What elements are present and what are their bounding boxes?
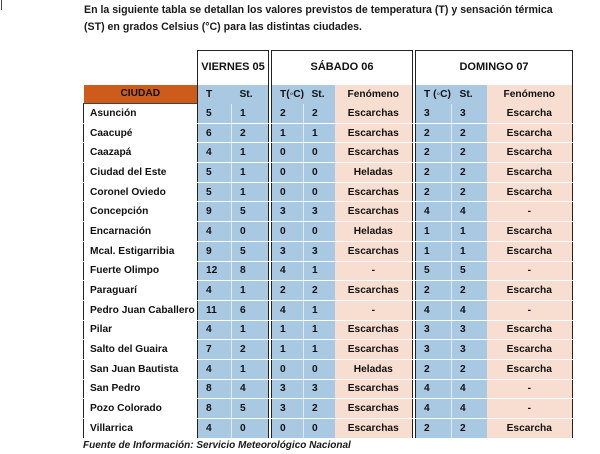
cell-sabado-st: 0 xyxy=(304,222,335,242)
cell-domingo-fenomeno: - xyxy=(487,300,573,320)
cell-viernes-st: 5 xyxy=(232,202,269,222)
table-row xyxy=(84,241,573,261)
table-row xyxy=(84,261,573,281)
cell-domingo-fenomeno: Escarcha xyxy=(487,104,573,124)
cell-sabado-st: 1 xyxy=(304,320,335,340)
cell-domingo-fenomeno: - xyxy=(487,202,573,222)
cell-viernes-t: 4 xyxy=(198,320,232,340)
cell-viernes-st: 1 xyxy=(232,359,269,379)
cell-viernes-t: 9 xyxy=(198,202,232,222)
cell-domingo-t: 2 xyxy=(416,123,452,143)
cell-sabado-st: 1 xyxy=(304,300,335,320)
header-domingo-t: T (◦C) xyxy=(416,85,452,104)
cell-domingo-fenomeno: Escarcha xyxy=(487,340,573,360)
cell-domingo-st: 2 xyxy=(452,143,487,163)
cell-city: Mcal. Estigarribia xyxy=(84,241,198,261)
cell-domingo-fenomeno: Escarcha xyxy=(487,123,573,143)
intro-text xyxy=(84,2,584,36)
cell-viernes-t: 4 xyxy=(198,359,232,379)
cell-sabado-t: 1 xyxy=(272,123,304,143)
cell-sabado-st: 2 xyxy=(304,104,335,124)
cell-city: Salto del Guaira xyxy=(84,340,198,360)
intro-line-2: (ST) en grados Celsius (°C) para las distintas ciudades. xyxy=(84,21,362,33)
cell-domingo-st: 2 xyxy=(452,419,487,439)
cell-viernes-st: 1 xyxy=(232,143,269,163)
cell-sabado-fenomeno: Escarchas xyxy=(335,419,413,439)
cell-viernes-t: 7 xyxy=(198,340,232,360)
cell-domingo-st: 2 xyxy=(452,281,487,301)
cell-city: Encarnación xyxy=(84,222,198,242)
cell-domingo-fenomeno: - xyxy=(487,379,573,399)
cell-domingo-t: 4 xyxy=(416,399,452,419)
column-header-row xyxy=(84,85,573,104)
cell-sabado-t: 0 xyxy=(272,163,304,183)
header-ciudad: CIUDAD xyxy=(84,85,198,104)
table-row xyxy=(84,359,573,379)
cell-viernes-st: 1 xyxy=(232,182,269,202)
cell-sabado-t: 1 xyxy=(272,320,304,340)
table-row xyxy=(84,399,573,419)
cell-sabado-fenomeno: Escarchas xyxy=(335,379,413,399)
header-sabado-st: St. xyxy=(304,85,335,104)
cell-domingo-fenomeno: Escarcha xyxy=(487,241,573,261)
cell-domingo-fenomeno: Escarcha xyxy=(487,419,573,439)
cell-sabado-st: 2 xyxy=(304,281,335,301)
cell-domingo-t: 2 xyxy=(416,359,452,379)
cell-city: Pedro Juan Caballero xyxy=(84,300,198,320)
cell-domingo-fenomeno: Escarcha xyxy=(487,163,573,183)
cell-domingo-t: 4 xyxy=(416,379,452,399)
day-header-row xyxy=(84,51,573,85)
table-row xyxy=(84,320,573,340)
cell-domingo-fenomeno: Escarcha xyxy=(487,320,573,340)
header-domingo-fenomeno: Fenómeno xyxy=(487,85,573,104)
header-sabado-fenomeno: Fenómeno xyxy=(335,85,413,104)
cell-sabado-t: 0 xyxy=(272,182,304,202)
cell-sabado-fenomeno: Escarchas xyxy=(335,104,413,124)
cell-viernes-st: 1 xyxy=(232,281,269,301)
cell-viernes-t: 4 xyxy=(198,281,232,301)
header-viernes-st: St. xyxy=(232,85,269,104)
cell-domingo-t: 3 xyxy=(416,104,452,124)
cell-domingo-st: 5 xyxy=(452,261,487,281)
header-sabado-t: T(◦C) xyxy=(272,85,304,104)
cell-sabado-t: 3 xyxy=(272,399,304,419)
cell-viernes-st: 2 xyxy=(232,123,269,143)
table-row xyxy=(84,281,573,301)
cell-domingo-t: 5 xyxy=(416,261,452,281)
cell-domingo-st: 3 xyxy=(452,320,487,340)
cell-sabado-fenomeno: Escarchas xyxy=(335,241,413,261)
cell-domingo-t: 2 xyxy=(416,163,452,183)
cell-sabado-t: 0 xyxy=(272,143,304,163)
day-domingo: DOMINGO 07 xyxy=(416,51,573,85)
cell-sabado-fenomeno: Escarchas xyxy=(335,340,413,360)
cell-viernes-st: 5 xyxy=(232,241,269,261)
cell-domingo-st: 2 xyxy=(452,123,487,143)
cell-sabado-st: 2 xyxy=(304,399,335,419)
cell-domingo-st: 4 xyxy=(452,202,487,222)
intro-line-1: En la siguiente tabla se detallan los valores previstos de temperatura (T) y sensación térmica xyxy=(84,4,553,16)
cell-viernes-st: 6 xyxy=(232,300,269,320)
cell-domingo-st: 2 xyxy=(452,163,487,183)
cell-sabado-t: 0 xyxy=(272,222,304,242)
cell-viernes-t: 9 xyxy=(198,241,232,261)
cell-viernes-st: 0 xyxy=(232,419,269,439)
cell-sabado-st: 1 xyxy=(304,340,335,360)
cell-domingo-t: 3 xyxy=(416,320,452,340)
cell-domingo-fenomeno: Escarcha xyxy=(487,182,573,202)
cell-sabado-t: 3 xyxy=(272,202,304,222)
cell-viernes-st: 1 xyxy=(232,320,269,340)
table-row xyxy=(84,123,573,143)
cell-domingo-fenomeno: - xyxy=(487,261,573,281)
cell-domingo-st: 4 xyxy=(452,379,487,399)
cell-sabado-fenomeno: Escarchas xyxy=(335,281,413,301)
cell-sabado-fenomeno: Heladas xyxy=(335,163,413,183)
cell-sabado-fenomeno: Escarchas xyxy=(335,320,413,340)
day-viernes: VIERNES 05 xyxy=(198,51,269,85)
header-domingo-st: St. xyxy=(452,85,487,104)
table-row xyxy=(84,202,573,222)
cell-domingo-t: 2 xyxy=(416,419,452,439)
cell-sabado-st: 3 xyxy=(304,241,335,261)
table-row xyxy=(84,340,573,360)
cell-domingo-st: 3 xyxy=(452,104,487,124)
cell-viernes-st: 2 xyxy=(232,340,269,360)
cell-city: San Pedro xyxy=(84,379,198,399)
cell-viernes-st: 8 xyxy=(232,261,269,281)
cell-city: Asunción xyxy=(84,104,198,124)
table-row xyxy=(84,419,573,439)
table-row xyxy=(84,163,573,183)
cell-sabado-t: 3 xyxy=(272,379,304,399)
cell-sabado-st: 0 xyxy=(304,359,335,379)
cell-sabado-t: 0 xyxy=(272,419,304,439)
cell-sabado-st: 0 xyxy=(304,163,335,183)
cell-city: Fuerte Olimpo xyxy=(84,261,198,281)
cell-domingo-t: 4 xyxy=(416,300,452,320)
cell-domingo-fenomeno: Escarcha xyxy=(487,222,573,242)
cell-domingo-t: 1 xyxy=(416,241,452,261)
cell-domingo-t: 4 xyxy=(416,202,452,222)
cell-sabado-fenomeno: Escarchas xyxy=(335,123,413,143)
cell-domingo-t: 3 xyxy=(416,340,452,360)
cell-viernes-t: 11 xyxy=(198,300,232,320)
cell-sabado-fenomeno: Heladas xyxy=(335,359,413,379)
forecast-table xyxy=(83,50,573,439)
cell-domingo-st: 1 xyxy=(452,241,487,261)
cell-domingo-fenomeno: Escarcha xyxy=(487,281,573,301)
cell-sabado-t: 4 xyxy=(272,300,304,320)
cell-viernes-st: 0 xyxy=(232,222,269,242)
cell-viernes-t: 12 xyxy=(198,261,232,281)
table-row xyxy=(84,182,573,202)
cell-sabado-st: 0 xyxy=(304,182,335,202)
day-sabado: SÁBADO 06 xyxy=(272,51,413,85)
cell-sabado-t: 2 xyxy=(272,104,304,124)
cell-viernes-t: 6 xyxy=(198,123,232,143)
cell-viernes-st: 4 xyxy=(232,379,269,399)
cell-domingo-st: 1 xyxy=(452,222,487,242)
cell-domingo-st: 3 xyxy=(452,340,487,360)
cell-viernes-t: 5 xyxy=(198,163,232,183)
cell-sabado-st: 1 xyxy=(304,123,335,143)
cell-sabado-t: 4 xyxy=(272,261,304,281)
cell-domingo-t: 2 xyxy=(416,281,452,301)
page-corner-mark xyxy=(1,0,2,10)
cell-sabado-fenomeno: Heladas xyxy=(335,222,413,242)
table-row xyxy=(84,300,573,320)
cell-sabado-st: 3 xyxy=(304,202,335,222)
cell-sabado-t: 3 xyxy=(272,241,304,261)
cell-viernes-t: 8 xyxy=(198,399,232,419)
cell-viernes-t: 8 xyxy=(198,379,232,399)
cell-city: San Juan Bautista xyxy=(84,359,198,379)
cell-sabado-fenomeno: Escarchas xyxy=(335,202,413,222)
table-row xyxy=(84,104,573,124)
table-row xyxy=(84,379,573,399)
cell-city: Pozo Colorado xyxy=(84,399,198,419)
cell-viernes-st: 5 xyxy=(232,399,269,419)
cell-viernes-st: 1 xyxy=(232,163,269,183)
cell-sabado-fenomeno: Escarchas xyxy=(335,182,413,202)
cell-domingo-t: 2 xyxy=(416,182,452,202)
cell-viernes-t: 4 xyxy=(198,419,232,439)
cell-city: Caacupé xyxy=(84,123,198,143)
cell-sabado-st: 0 xyxy=(304,143,335,163)
cell-sabado-fenomeno: Escarchas xyxy=(335,399,413,419)
cell-city: Villarrica xyxy=(84,419,198,439)
cell-viernes-t: 5 xyxy=(198,182,232,202)
table-row xyxy=(84,222,573,242)
cell-domingo-fenomeno: Escarcha xyxy=(487,359,573,379)
cell-city: Pilar xyxy=(84,320,198,340)
header-viernes-t: T xyxy=(198,85,232,104)
cell-sabado-st: 0 xyxy=(304,419,335,439)
cell-viernes-t: 4 xyxy=(198,222,232,242)
cell-domingo-st: 4 xyxy=(452,300,487,320)
cell-domingo-t: 1 xyxy=(416,222,452,242)
cell-city: Paraguarí xyxy=(84,281,198,301)
cell-sabado-fenomeno: - xyxy=(335,261,413,281)
cell-domingo-fenomeno: Escarcha xyxy=(487,143,573,163)
cell-sabado-t: 0 xyxy=(272,359,304,379)
cell-city: Caazapá xyxy=(84,143,198,163)
cell-viernes-st: 1 xyxy=(232,104,269,124)
cell-domingo-st: 4 xyxy=(452,399,487,419)
cell-domingo-st: 2 xyxy=(452,359,487,379)
cell-sabado-st: 3 xyxy=(304,379,335,399)
source-note: Fuente de Información: Servicio Meteorológico Nacional xyxy=(83,440,351,451)
table-row xyxy=(84,143,573,163)
cell-sabado-t: 1 xyxy=(272,340,304,360)
cell-domingo-t: 2 xyxy=(416,143,452,163)
cell-viernes-t: 4 xyxy=(198,143,232,163)
cell-city: Coronel Oviedo xyxy=(84,182,198,202)
cell-sabado-fenomeno: - xyxy=(335,300,413,320)
cell-viernes-t: 5 xyxy=(198,104,232,124)
cell-city: Ciudad del Este xyxy=(84,163,198,183)
cell-sabado-st: 1 xyxy=(304,261,335,281)
cell-domingo-fenomeno: - xyxy=(487,399,573,419)
cell-city: Concepción xyxy=(84,202,198,222)
cell-sabado-t: 2 xyxy=(272,281,304,301)
cell-sabado-fenomeno: Escarchas xyxy=(335,143,413,163)
cell-domingo-st: 2 xyxy=(452,182,487,202)
